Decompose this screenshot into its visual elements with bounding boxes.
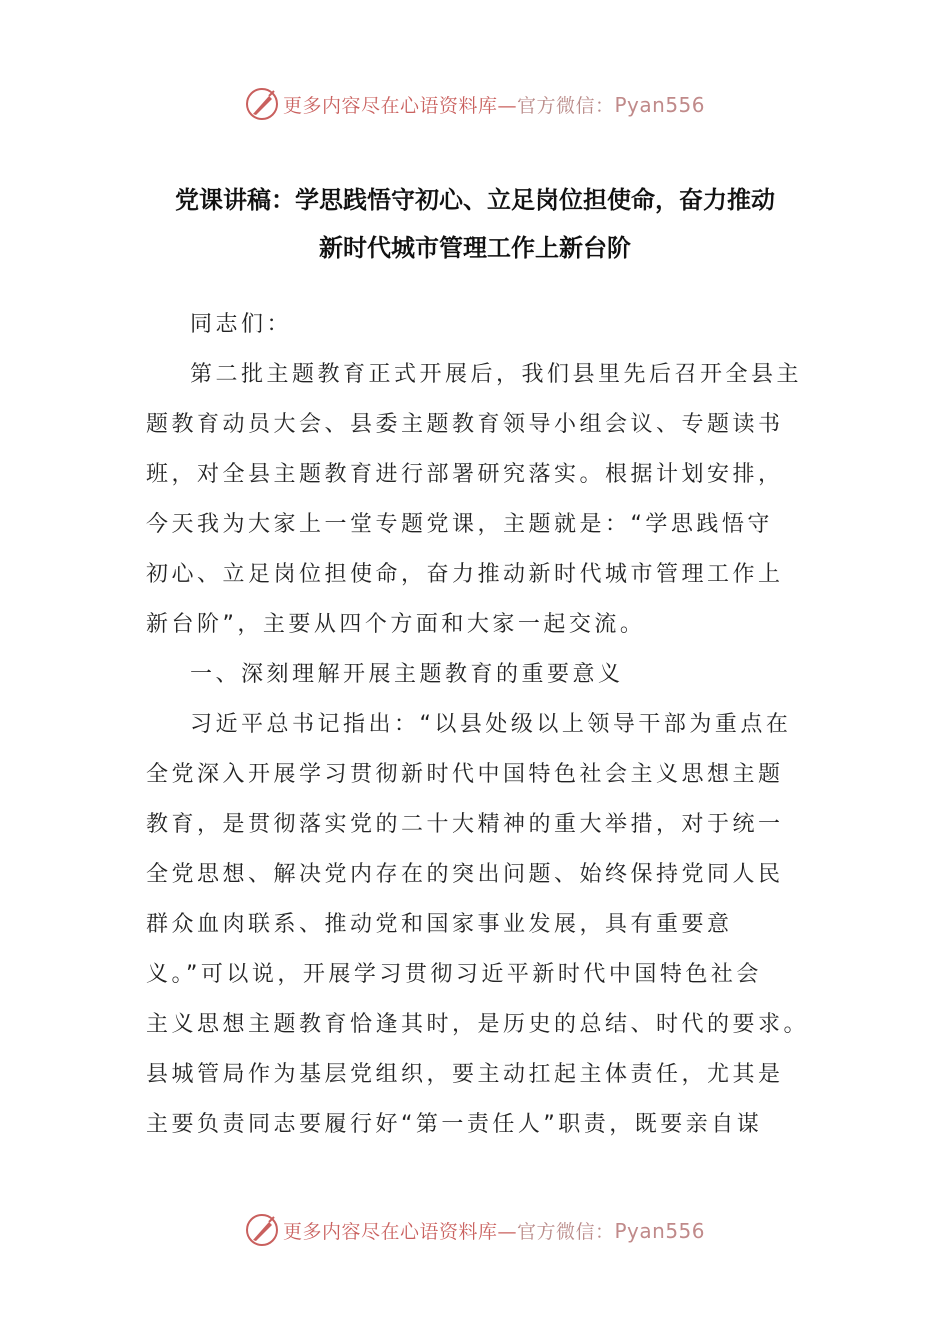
body-line: 县城管局作为基层党组织，要主动扛起主体责任，尤其是: [146, 1062, 784, 1087]
body-line: 主义思想主题教育恰逢其时，是历史的总结、时代的要求。: [146, 1012, 810, 1037]
body-line: 全党深入开展学习贯彻新时代中国特色社会主义思想主题: [146, 762, 784, 787]
body-line: 今天我为大家上一堂专题党课，主题就是：“学思践悟守: [146, 512, 773, 537]
body-line: 班，对全县主题教育进行部署研究落实。根据计划安排，: [146, 462, 784, 487]
body-line: 全党思想、解决党内存在的突出问题、始终保持党同人民: [146, 862, 784, 887]
body-line: 题教育动员大会、县委主题教育领导小组会议、专题读书: [146, 412, 784, 437]
quill-logo-icon: [245, 87, 279, 121]
banner-text: [283, 91, 705, 118]
banner-official-label: 官方微信：: [516, 1220, 615, 1243]
banner-site-name: 更多内容尽在心语资料库: [282, 1220, 498, 1243]
body-line: 习近平总书记指出：“以县处级以上领导干部为重点在: [190, 712, 792, 737]
banner-dash: —: [497, 94, 517, 117]
title-line: 新时代城市管理工作上新台阶: [319, 234, 631, 262]
title-line: 党课讲稿：学思践悟守初心、立足岗位担使命，奋力推动: [175, 186, 775, 214]
body-line: 新台阶”，主要从四个方面和大家一起交流。: [146, 612, 646, 637]
banner-wechat-id: Pyan556: [614, 1218, 706, 1243]
banner-site-name: 更多内容尽在心语资料库: [282, 94, 498, 117]
body-line: 义。”可以说，开展学习贯彻习近平新时代中国特色社会: [146, 962, 762, 987]
document-title: [140, 176, 810, 272]
banner-dash: —: [497, 1220, 517, 1243]
body-line: 主要负责同志要履行好“第一责任人”职责，既要亲自谋: [146, 1112, 763, 1137]
header-watermark-banner: [0, 84, 950, 124]
banner-wechat-id: Pyan556: [614, 92, 706, 117]
body-line: 一、深刻理解开展主题教育的重要意义: [190, 662, 624, 687]
body-line: 同志们：: [190, 312, 293, 337]
banner-official-label: 官方微信：: [516, 94, 615, 117]
body-line: 第二批主题教育正式开展后，我们县里先后召开全县主: [190, 362, 803, 387]
quill-logo-icon: [245, 1213, 279, 1247]
document-body: [146, 300, 810, 1150]
body-line: 教育，是贯彻落实党的二十大精神的重大举措，对于统一: [146, 812, 784, 837]
banner-text: [283, 1217, 705, 1244]
footer-watermark-banner: [0, 1210, 950, 1250]
body-line: 群众血肉联系、推动党和国家事业发展，具有重要意: [146, 912, 733, 937]
body-line: 初心、立足岗位担使命，奋力推动新时代城市管理工作上: [146, 562, 784, 587]
